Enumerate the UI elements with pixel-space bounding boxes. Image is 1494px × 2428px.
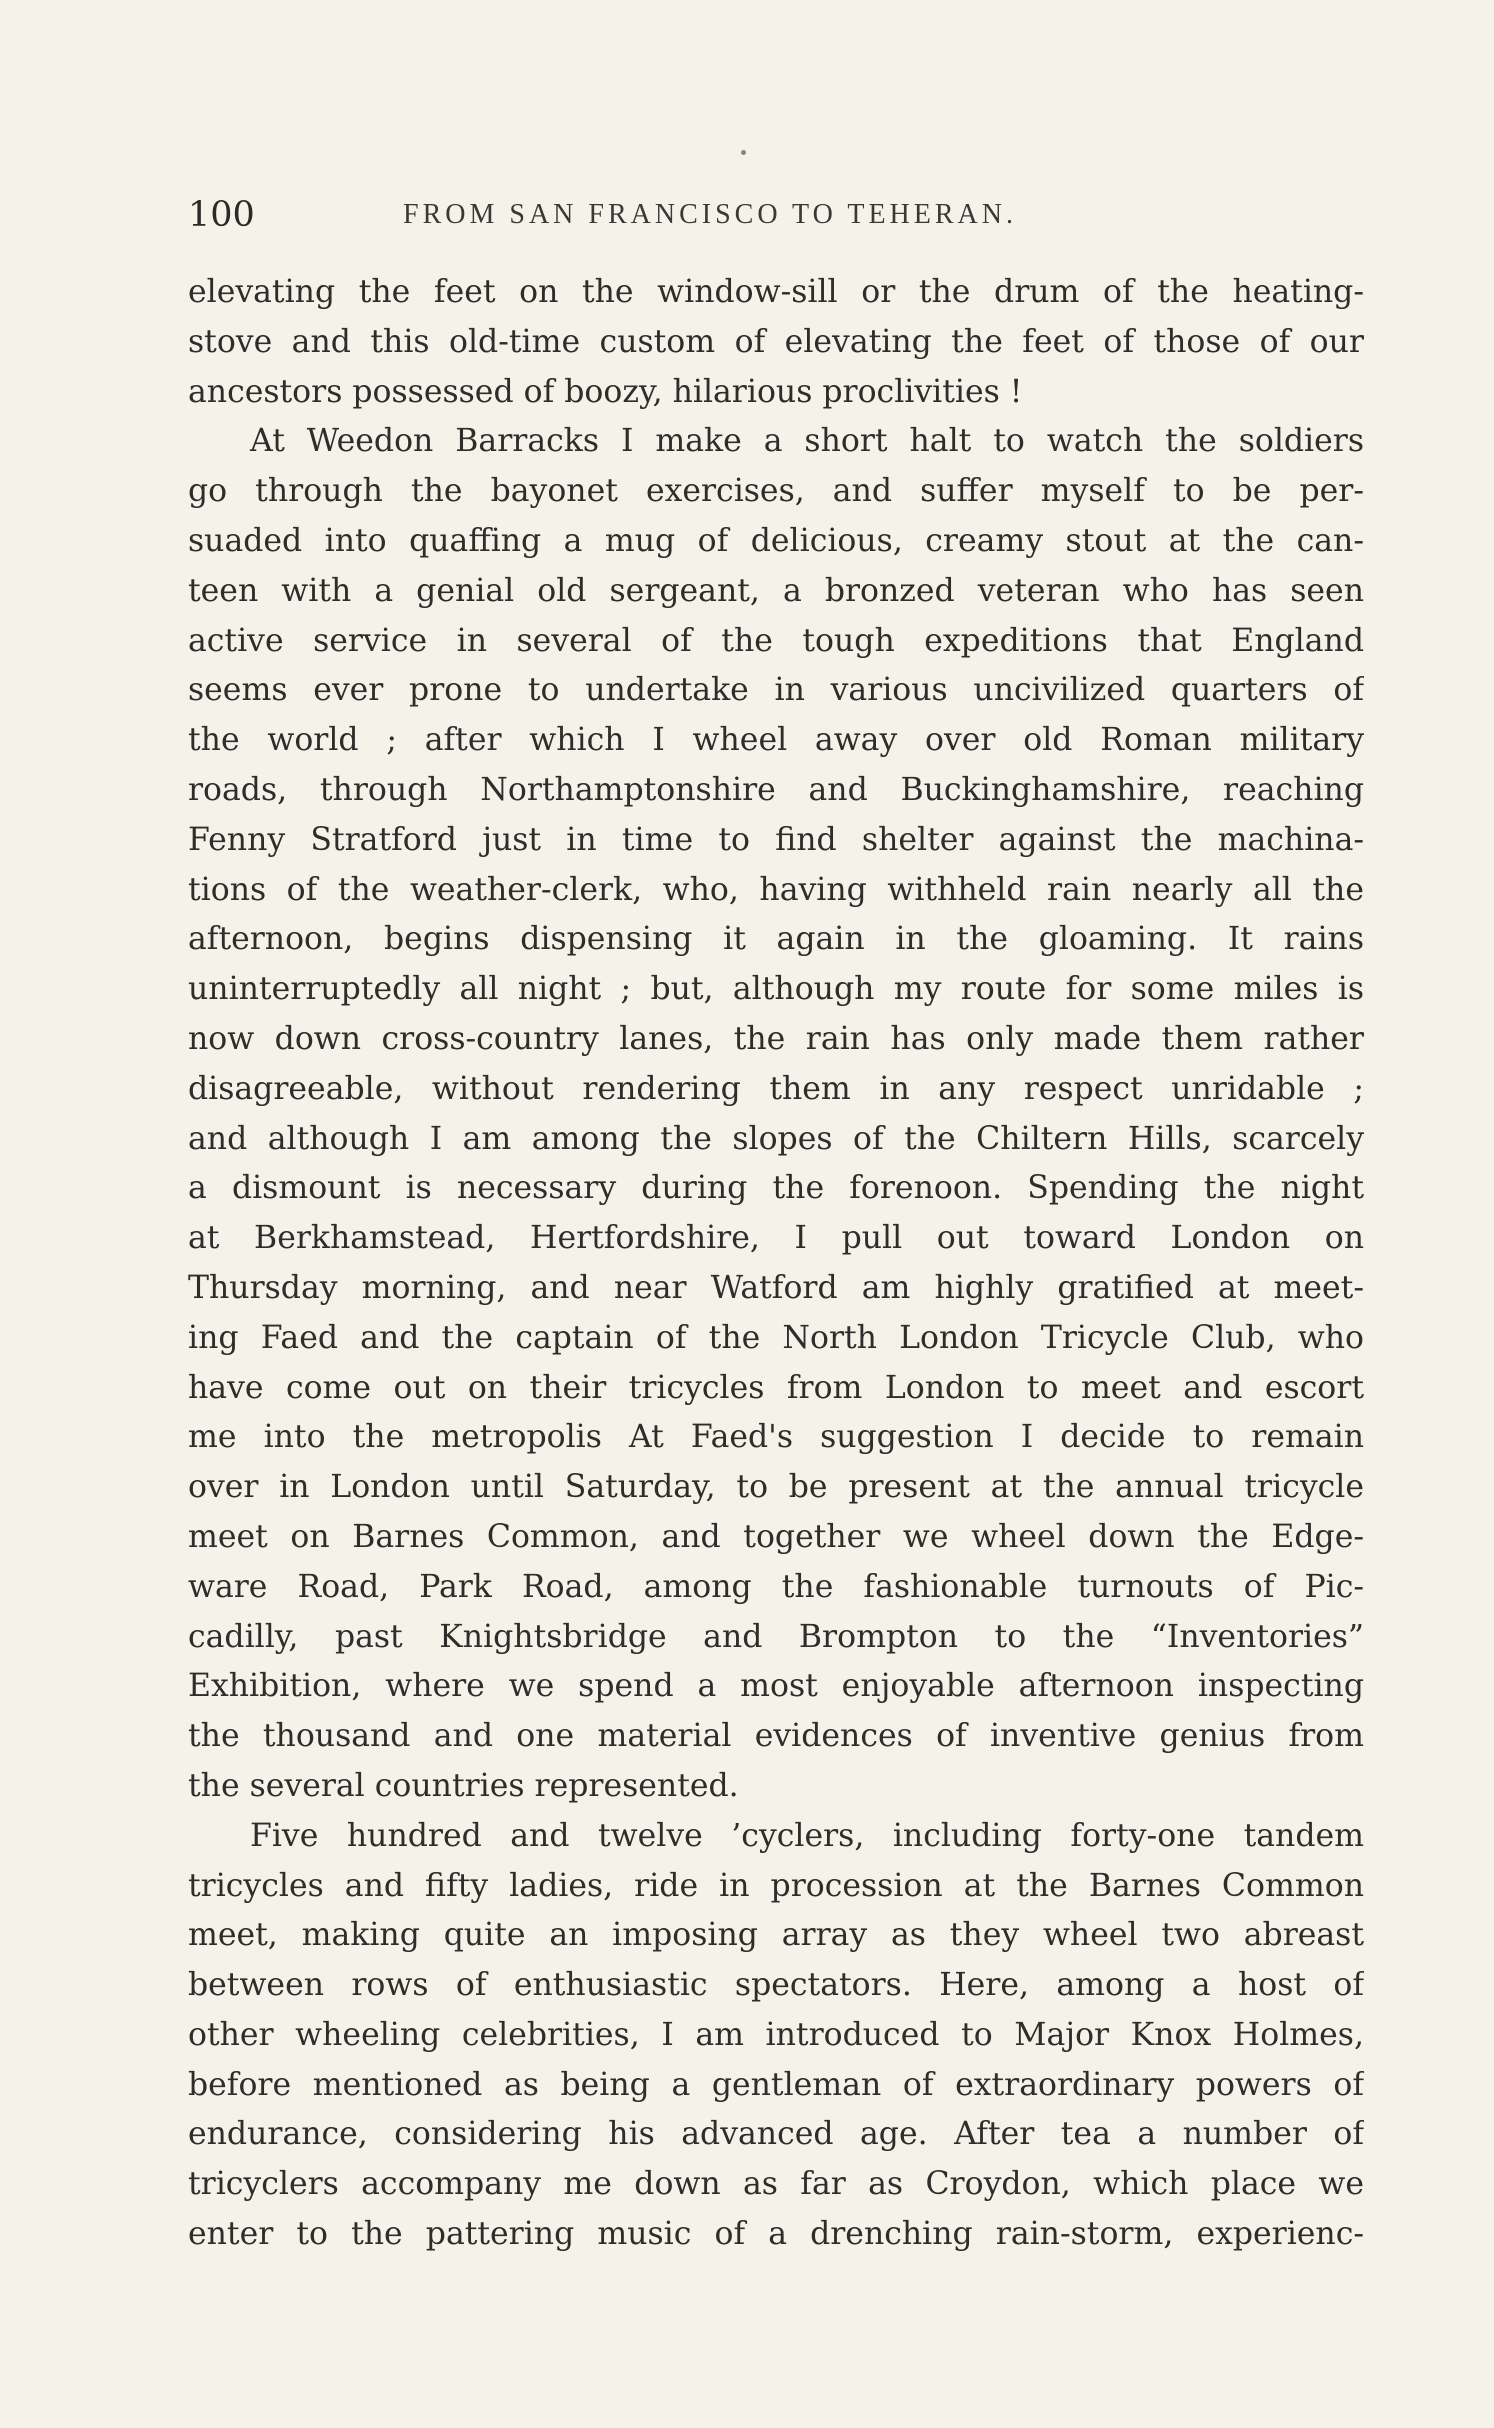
text-line: seems ever prone to undertake in various uncivilized quarters of xyxy=(188,672,1364,709)
text-line: tricyclers accompany me down as far as Croydon, which place we xyxy=(188,2166,1364,2203)
text-line: endurance, considering his advanced age. After tea a number of xyxy=(188,2116,1364,2153)
text-line: over in London until Saturday, to be present at the annual tricycle xyxy=(188,1469,1364,1506)
text-line: between rows of enthusiastic spectators. Here, among a host of xyxy=(188,1967,1364,2004)
text-line: Thursday morning, and near Watford am highly gratified at meet- xyxy=(188,1269,1364,1306)
running-head xyxy=(188,190,1358,240)
text-line: afternoon, begins dispensing it again in the gloaming. It rains xyxy=(188,921,1364,958)
text-line: tions of the weather-clerk, who, having withheld rain nearly all the xyxy=(188,871,1364,908)
text-line: the several countries represented. xyxy=(188,1767,739,1804)
text-line: other wheeling celebrities, I am introduced to Major Knox Holmes, xyxy=(188,2016,1364,2053)
text-line: tricycles and fifty ladies, ride in procession at the Barnes Common xyxy=(188,1867,1364,1904)
text-line: Exhibition, where we spend a most enjoyable afternoon inspecting xyxy=(188,1668,1364,1705)
text-line: stove and this old-time custom of elevating the feet of those of our xyxy=(188,323,1364,360)
text-line: ing Faed and the captain of the North London Tricycle Club, who xyxy=(188,1319,1364,1356)
text-line: go through the bayonet exercises, and suffer myself to be per- xyxy=(188,473,1364,510)
text-line: suaded into quaffing a mug of delicious, creamy stout at the can- xyxy=(188,522,1364,559)
text-line: the thousand and one material evidences of inventive genius from xyxy=(188,1718,1364,1755)
text-line: enter to the pattering music of a drenching rain-storm, experienc- xyxy=(188,2216,1364,2253)
text-line: uninterruptedly all night ; but, although my route for some miles is xyxy=(188,971,1364,1008)
text-line: ware Road, Park Road, among the fashionable turnouts of Pic- xyxy=(188,1568,1364,1605)
page-number: 100 xyxy=(188,195,255,235)
text-line: roads, through Northamptonshire and Buckinghamshire, reaching xyxy=(188,771,1364,808)
text-line: meet, making quite an imposing array as they wheel two abreast xyxy=(188,1917,1364,1954)
text-line: ancestors possessed of boozy, hilarious proclivities ! xyxy=(188,373,1023,410)
text-line: elevating the feet on the window-sill or the drum of the heating- xyxy=(188,274,1364,310)
body-text xyxy=(188,268,1364,2260)
text-line: disagreeable, without rendering them in any respect unridable ; xyxy=(188,1070,1364,1107)
printer-mark xyxy=(741,150,746,155)
text-line: a dismount is necessary during the forenoon. Spending the night xyxy=(188,1170,1364,1207)
paragraph-start-line: At Weedon Barracks I make a short halt to watch the soldiers xyxy=(250,423,1364,460)
text-line: at Berkhamstead, Hertfordshire, I pull out toward London on xyxy=(188,1220,1364,1257)
text-line: and although I am among the slopes of the Chiltern Hills, scarcely xyxy=(188,1120,1364,1157)
text-line: me into the metropolis At Faed's suggestion I decide to remain xyxy=(188,1419,1364,1456)
text-line: Fenny Stratford just in time to find shelter against the machina- xyxy=(188,821,1364,858)
text-line: the world ; after which I wheel away over old Roman military xyxy=(188,722,1364,759)
running-title: FROM SAN FRANCISCO TO TEHERAN. xyxy=(403,199,1017,230)
text-line: before mentioned as being a gentleman of extraordinary powers of xyxy=(188,2066,1364,2103)
text-line: meet on Barnes Common, and together we wheel down the Edge- xyxy=(188,1518,1364,1555)
text-line: have come out on their tricycles from London to meet and escort xyxy=(188,1369,1364,1406)
paragraph-start-line: Five hundred and twelve ’cyclers, including forty-one tandem xyxy=(250,1817,1364,1854)
text-line: teen with a genial old sergeant, a bronzed veteran who has seen xyxy=(188,572,1364,609)
text-line: cadilly, past Knightsbridge and Brompton to the “Inventories” xyxy=(188,1618,1364,1655)
text-line: now down cross-country lanes, the rain has only made them rather xyxy=(188,1020,1364,1057)
text-line: active service in several of the tough expeditions that England xyxy=(188,622,1364,659)
